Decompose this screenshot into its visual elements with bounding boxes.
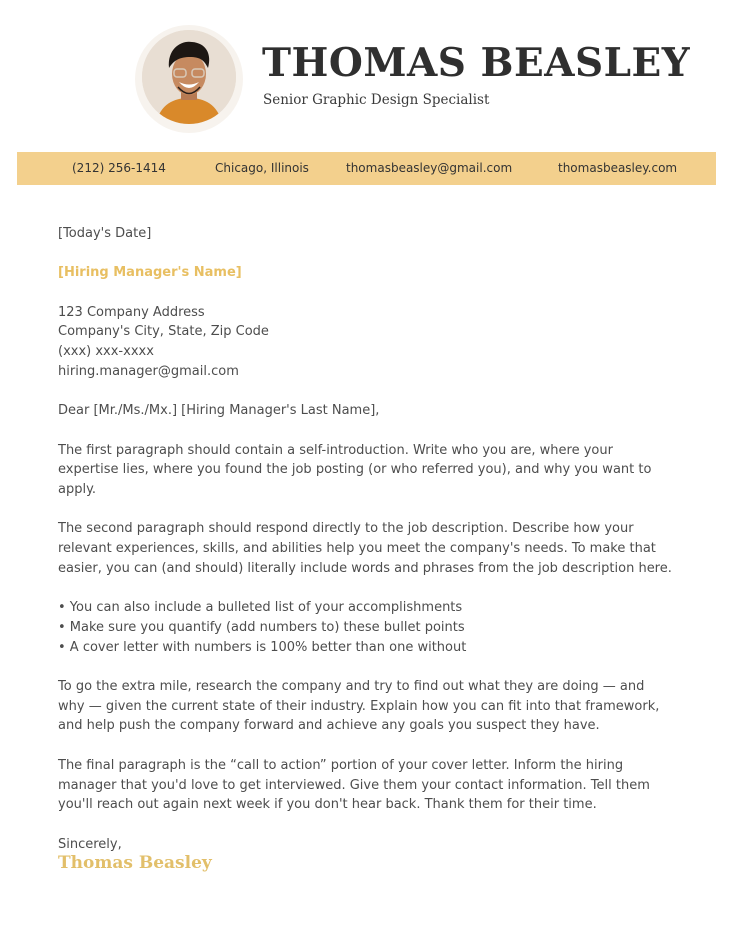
closing: Sincerely, bbox=[58, 836, 122, 852]
bullet-item: • Make sure you quantify (add numbers to) these bullet points bbox=[58, 619, 465, 635]
applicant-title: Senior Graphic Design Specialist bbox=[263, 92, 490, 108]
paragraph-research: To go the extra mile, research the company and try to find out what they are doing — and why — given the current state of their industry. Explain how you can fit into that framework, and help push the company forward and achieve any goals you suspect they have. bbox=[58, 679, 660, 734]
address-line: Company's City, State, Zip Code bbox=[58, 324, 269, 340]
salutation: Dear [Mr./Ms./Mx.] [Hiring Manager's Last Name], bbox=[58, 403, 380, 419]
address-line: (xxx) xxx-xxxx bbox=[58, 344, 154, 360]
bullet-item: • You can also include a bulleted list of your accomplishments bbox=[58, 600, 463, 616]
address-line: 123 Company Address bbox=[58, 304, 205, 320]
contact-email[interactable]: thomasbeasley@gmail.com bbox=[346, 161, 513, 175]
recipient-name: [Hiring Manager's Name] bbox=[58, 265, 242, 281]
person-avatar-icon bbox=[142, 30, 236, 124]
signature: Thomas Beasley bbox=[58, 853, 212, 874]
contact-bar bbox=[17, 152, 716, 185]
bullet-item: • A cover letter with numbers is 100% better than one without bbox=[58, 639, 467, 655]
header bbox=[0, 0, 736, 150]
recipient-address bbox=[58, 303, 673, 382]
paragraph-job-description: The second paragraph should respond directly to the job description. Describe how your relevant experiences, skills, and abilities help you meet the company's needs. To make that easier, you can (and should) literally include words and phrases from the job description here. bbox=[58, 521, 672, 576]
contact-location: Chicago, Illinois bbox=[215, 161, 309, 175]
address-line: hiring.manager@gmail.com bbox=[58, 363, 239, 379]
applicant-name: THOMAS BEASLEY bbox=[262, 40, 691, 86]
bullet-list bbox=[58, 598, 673, 657]
letter-body bbox=[58, 224, 673, 874]
contact-website[interactable]: thomasbeasley.com bbox=[558, 161, 678, 175]
letter-date: [Today's Date] bbox=[58, 226, 152, 241]
paragraph-intro: The first paragraph should contain a self-introduction. Write who you are, where your expertise lies, where you found the job posting (or who referred you), and why you want to apply. bbox=[58, 442, 652, 498]
profile-photo bbox=[142, 30, 236, 124]
paragraph-call-to-action: The final paragraph is the “call to action” portion of your cover letter. Inform the hiring manager that you'd love to get interviewed. Give them your contact information. Tell them you'll reach out again next week if you don't hear back. Thank them for their time. bbox=[58, 757, 650, 813]
contact-phone: (212) 256-1414 bbox=[72, 161, 166, 175]
